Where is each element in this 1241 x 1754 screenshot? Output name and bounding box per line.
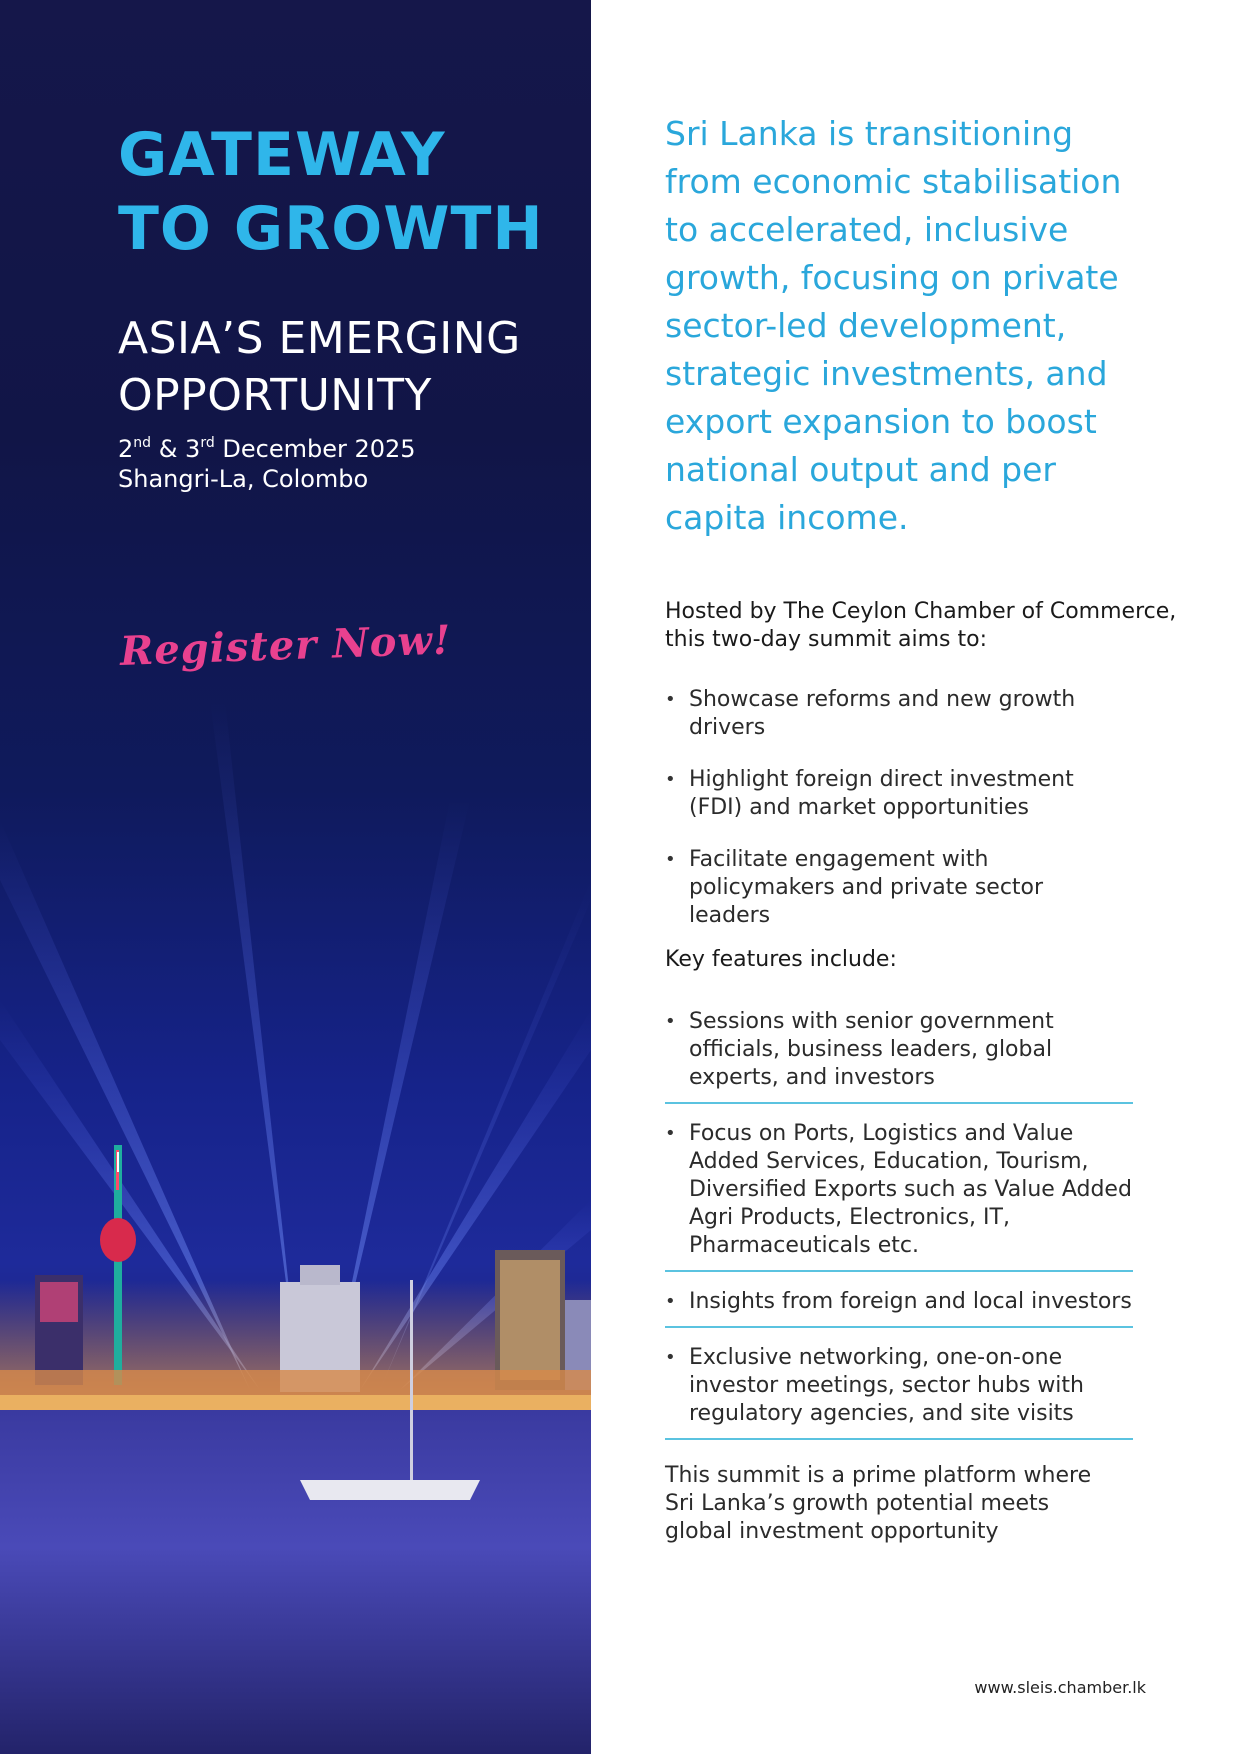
list-item: • Focus on Ports, Logistics and Value Added Services, Education, Tourism, Diversified Exports such as Value Added Agri Products, Electronics, IT, Pharmaceuticals etc. [665,1120,1133,1272]
list-item: • Exclusive networking, one-on-one investor meetings, sector hubs with regulatory agencies, and site visits [665,1344,1133,1440]
event-dates [118,434,416,464]
list-item: • Highlight foreign direct investment (FDI) and market opportunities [665,766,1125,822]
closing-statement: This summit is a prime platform where Sri Lanka’s growth potential meets global investment opportunity [665,1463,1092,1544]
title-line-1: GATEWAY [118,120,446,190]
summit-aims-list [665,686,1125,954]
date-day-2-suffix: rd [200,435,215,451]
date-month-year: December 2025 [222,435,416,463]
key-features-list [665,1008,1133,1456]
date-day-1-suffix: nd [133,435,152,451]
event-date-venue [118,434,416,494]
list-item: • Showcase reforms and new growth drivers [665,686,1125,742]
date-day-1: 2 [118,435,134,463]
register-now-link[interactable]: Register Now! [119,616,453,675]
subtitle-line-2: OPPORTUNITY [118,370,432,421]
event-title [118,118,544,266]
hero-panel [0,0,591,1754]
event-subtitle [118,310,521,424]
website-link[interactable]: www.sleis.chamber.lk [974,1678,1146,1697]
event-venue: Shangri-La, Colombo [118,465,369,493]
lead-paragraph: Sri Lanka is transitioning from economic stabilisation to accelerated, inclusive growth, focusing on private sector-led development, strategic investments, and export expansion to boost national output and per capita income. [665,114,1122,537]
list-item: • Facilitate engagement with policymakers and private sector leaders [665,846,1125,930]
key-features-heading: Key features include: [665,947,897,972]
hosted-by-intro: Hosted by The Ceylon Chamber of Commerce, this two-day summit aims to: [665,599,1177,652]
list-item: • Insights from foreign and local investors [665,1288,1133,1328]
content-panel [591,0,1241,1754]
date-day-2: 3 [185,435,201,463]
subtitle-line-1: ASIA’S EMERGING [118,313,521,364]
title-line-2: TO GROWTH [118,194,544,264]
list-item: • Sessions with senior government officials, business leaders, global experts, and investors [665,1008,1133,1104]
date-ampersand: & [158,435,178,463]
